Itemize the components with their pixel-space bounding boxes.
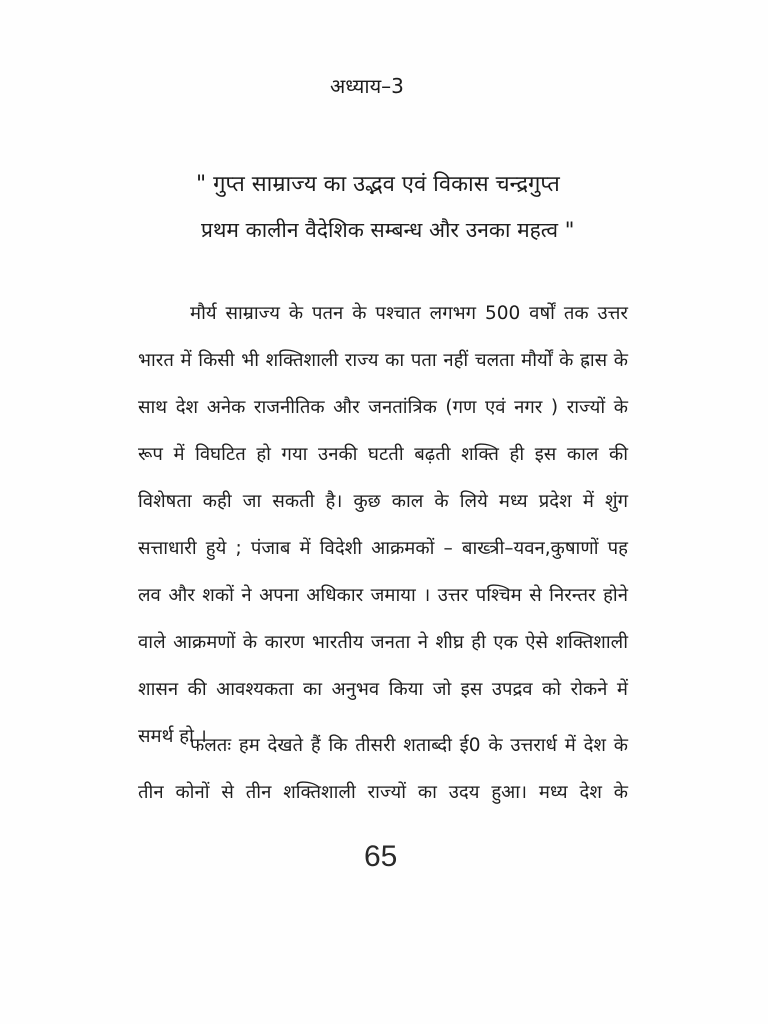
page-number: 65 [364, 840, 398, 873]
text-line: सत्ताधारी हुये ; पंजाब में विदेशी आक्रमकों – बाख्त्री–यवन,कुषाणों पह [138, 538, 628, 559]
text-line: भारत में किसी भी शक्तिशाली राज्य का पता नहीं चलता मौर्यों के ह्रास के [138, 350, 628, 371]
chapter-heading: अध्याय–3 [330, 74, 404, 98]
text-line: मौर्य साम्राज्य के पतन के पश्चात लगभग 500 वर्षों तक उत्तर [190, 303, 628, 324]
text-line: विशेषता कही जा सकती है। कुछ काल के लिये मध्य प्रदेश में शुंग [138, 491, 628, 512]
text-line: शासन की आवश्यकता का अनुभव किया जो इस उपद्रव को रोकने में [138, 679, 628, 700]
chapter-title-line-1: " गुप्त साम्राज्य का उद्भव एवं विकास चन्द्रगुप्त [196, 172, 560, 197]
text-line: साथ देश अनेक राजनीतिक और जनतांत्रिक (गण एवं नगर ) राज्यों के [138, 397, 628, 418]
text-line: समर्थ हो । [138, 726, 207, 747]
text-line: रूप में विघटित हो गया उनकी घटती बढ़ती शक्ति ही इस काल की [138, 444, 628, 465]
text-line: तीन कोनों से तीन शक्तिशाली राज्यों का उदय हुआ। मध्य देश के [138, 782, 628, 803]
chapter-title-line-2: प्रथम कालीन वैदेशिक सम्बन्ध और उनका महत्व " [201, 218, 575, 242]
paragraph-2 [138, 722, 628, 816]
text-line: फलतः हम देखते हैं कि तीसरी शताब्दी ई0 के उत्तरार्ध में देश के [190, 735, 628, 756]
text-line: वाले आक्रमणों के कारण भारतीय जनता ने शीघ्र ही एक ऐसे शक्तिशाली [138, 632, 628, 653]
paragraph-1 [138, 290, 628, 760]
text-line: लव और शकों ने अपना अधिकार जमाया । उत्तर पश्चिम से निरन्तर होने [138, 585, 628, 606]
